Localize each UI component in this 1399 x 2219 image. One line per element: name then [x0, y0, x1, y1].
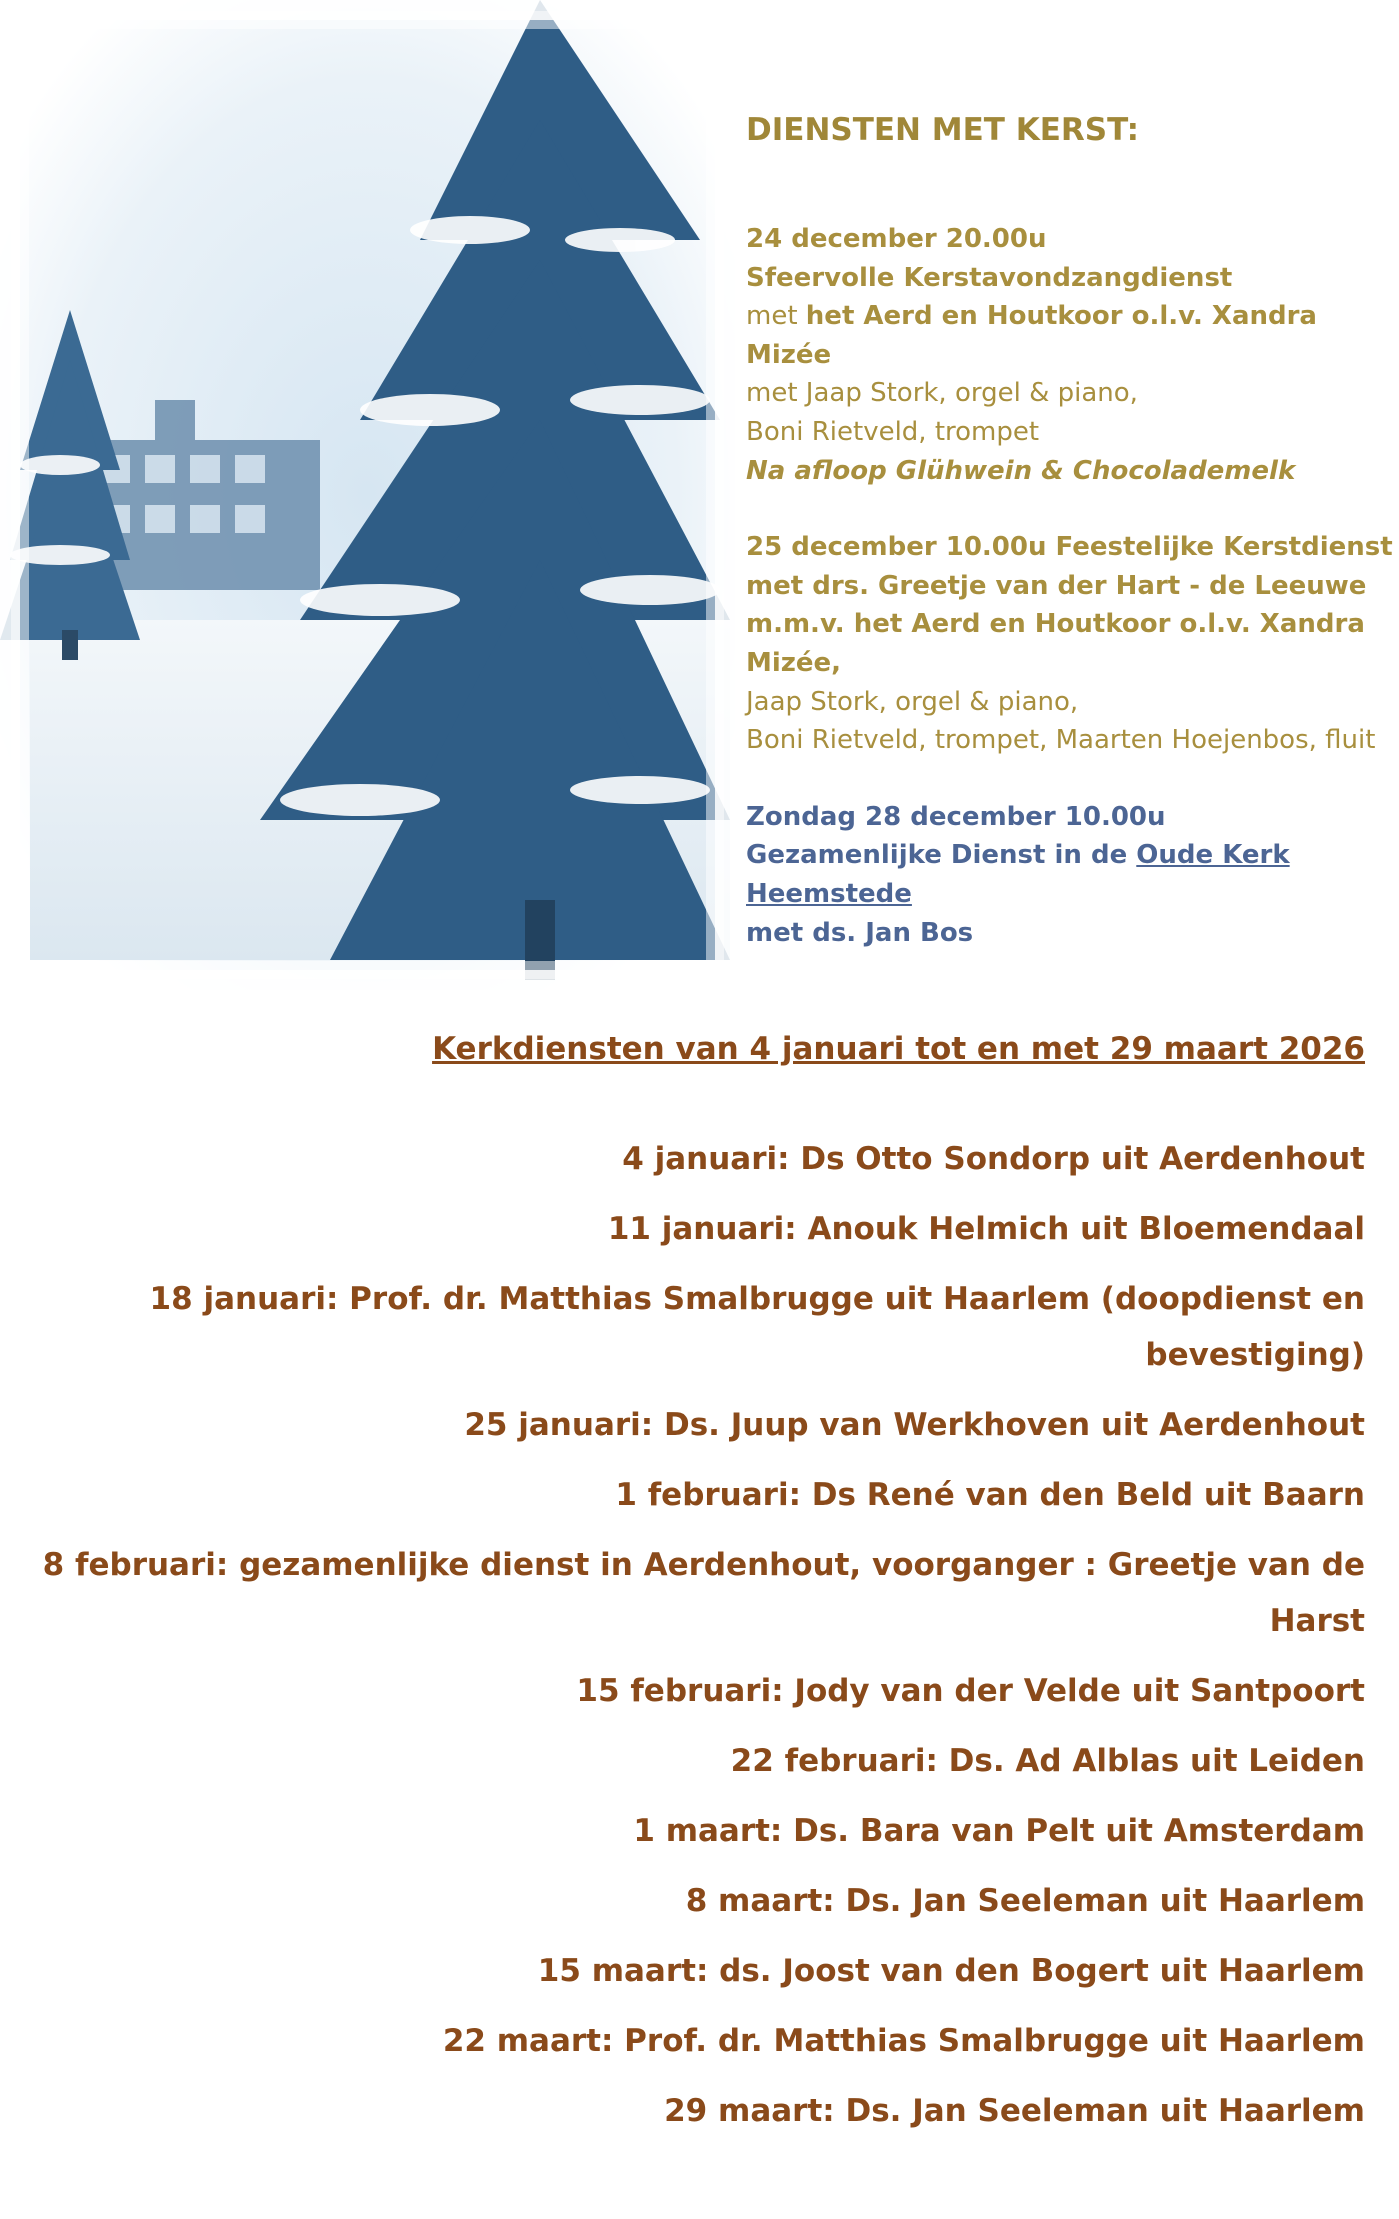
schedule-item: 15 maart: ds. Joost van den Bogert uit Haarlem: [537, 1953, 1365, 1989]
service1-choir-prefix: met: [746, 301, 806, 332]
service2-line4: Mizée,: [746, 647, 842, 678]
service-joint: [746, 798, 1396, 952]
service1-choir-line: [746, 297, 1396, 374]
schedule-item: 25 januari: Ds. Juup van Werkhoven uit Aerdenhout: [464, 1407, 1365, 1443]
service1-musician1: met Jaap Stork, orgel & piano,: [746, 378, 1138, 409]
schedule-item: 8 februari: gezamenlijke dienst in Aerdenhout, voorganger : Greetje van de Harst: [42, 1547, 1365, 1639]
service3-line1: Zondag 28 december 10.00u: [746, 801, 1166, 832]
service1-musician2: Boni Rietveld, trompet: [746, 416, 1040, 447]
schedule-item: 11 januari: Anouk Helmich uit Bloemendaal: [607, 1211, 1365, 1247]
christmas-services: [746, 110, 1396, 990]
schedule-item: 1 maart: Ds. Bara van Pelt uit Amsterdam: [633, 1813, 1365, 1849]
service1-choir: het Aerd en Houtkoor o.l.v. Xandra Mizée: [746, 301, 1317, 370]
oude-kerk-link[interactable]: Oude Kerk Heemstede: [746, 840, 1290, 909]
service1-date: 24 december 20.00u: [746, 224, 1047, 254]
winter-scene-image: [0, 0, 735, 990]
service2-line2: met drs. Greetje van der Hart - de Leeuwe: [746, 570, 1367, 601]
service2-musician2: Boni Rietveld, trompet, Maarten Hoejenbos, fluit: [746, 725, 1376, 756]
schedule-item: 4 januari: Ds Otto Sondorp uit Aerdenhout: [622, 1141, 1365, 1177]
service3-prefix: Gezamenlijke Dienst in de: [746, 840, 1137, 871]
christmas-title: DIENSTEN MET KERST:: [746, 112, 1139, 148]
schedule-item: 29 maart: Ds. Jan Seeleman uit Haarlem: [664, 2093, 1365, 2129]
service3-line2: [746, 836, 1396, 913]
service2-line3: m.m.v. het Aerd en Houtkoor o.l.v. Xandra: [746, 609, 1365, 640]
schedule-heading: Kerkdiensten van 4 januari tot en met 29 maart 2026: [432, 1031, 1365, 1067]
service-christmas-day: [746, 528, 1396, 760]
schedule-item: 15 februari: Jody van der Velde uit Santpoort: [576, 1673, 1365, 1709]
schedule-list: [40, 1131, 1365, 2139]
schedule-item: 22 februari: Ds. Ad Alblas uit Leiden: [730, 1743, 1365, 1779]
service2-line1: 25 december 10.00u Feestelijke Kerstdienst: [746, 532, 1393, 563]
schedule-item: 1 februari: Ds René van den Beld uit Baarn: [615, 1477, 1365, 1513]
schedule-item: 18 januari: Prof. dr. Matthias Smalbrugge uit Haarlem (doopdienst en bevestiging): [149, 1281, 1365, 1373]
service-christmas-eve: [746, 220, 1396, 490]
service1-after: Na afloop Glühwein & Chocolademelk: [746, 455, 1296, 486]
service1-name: Sfeervolle Kerstavondzangdienst: [746, 262, 1233, 293]
church-schedule: [40, 1025, 1365, 2153]
service2-musician1: Jaap Stork, orgel & piano,: [746, 686, 1079, 717]
schedule-item: 22 maart: Prof. dr. Matthias Smalbrugge uit Haarlem: [442, 2023, 1365, 2059]
schedule-item: 8 maart: Ds. Jan Seeleman uit Haarlem: [685, 1883, 1365, 1919]
service3-line3: met ds. Jan Bos: [746, 917, 974, 948]
